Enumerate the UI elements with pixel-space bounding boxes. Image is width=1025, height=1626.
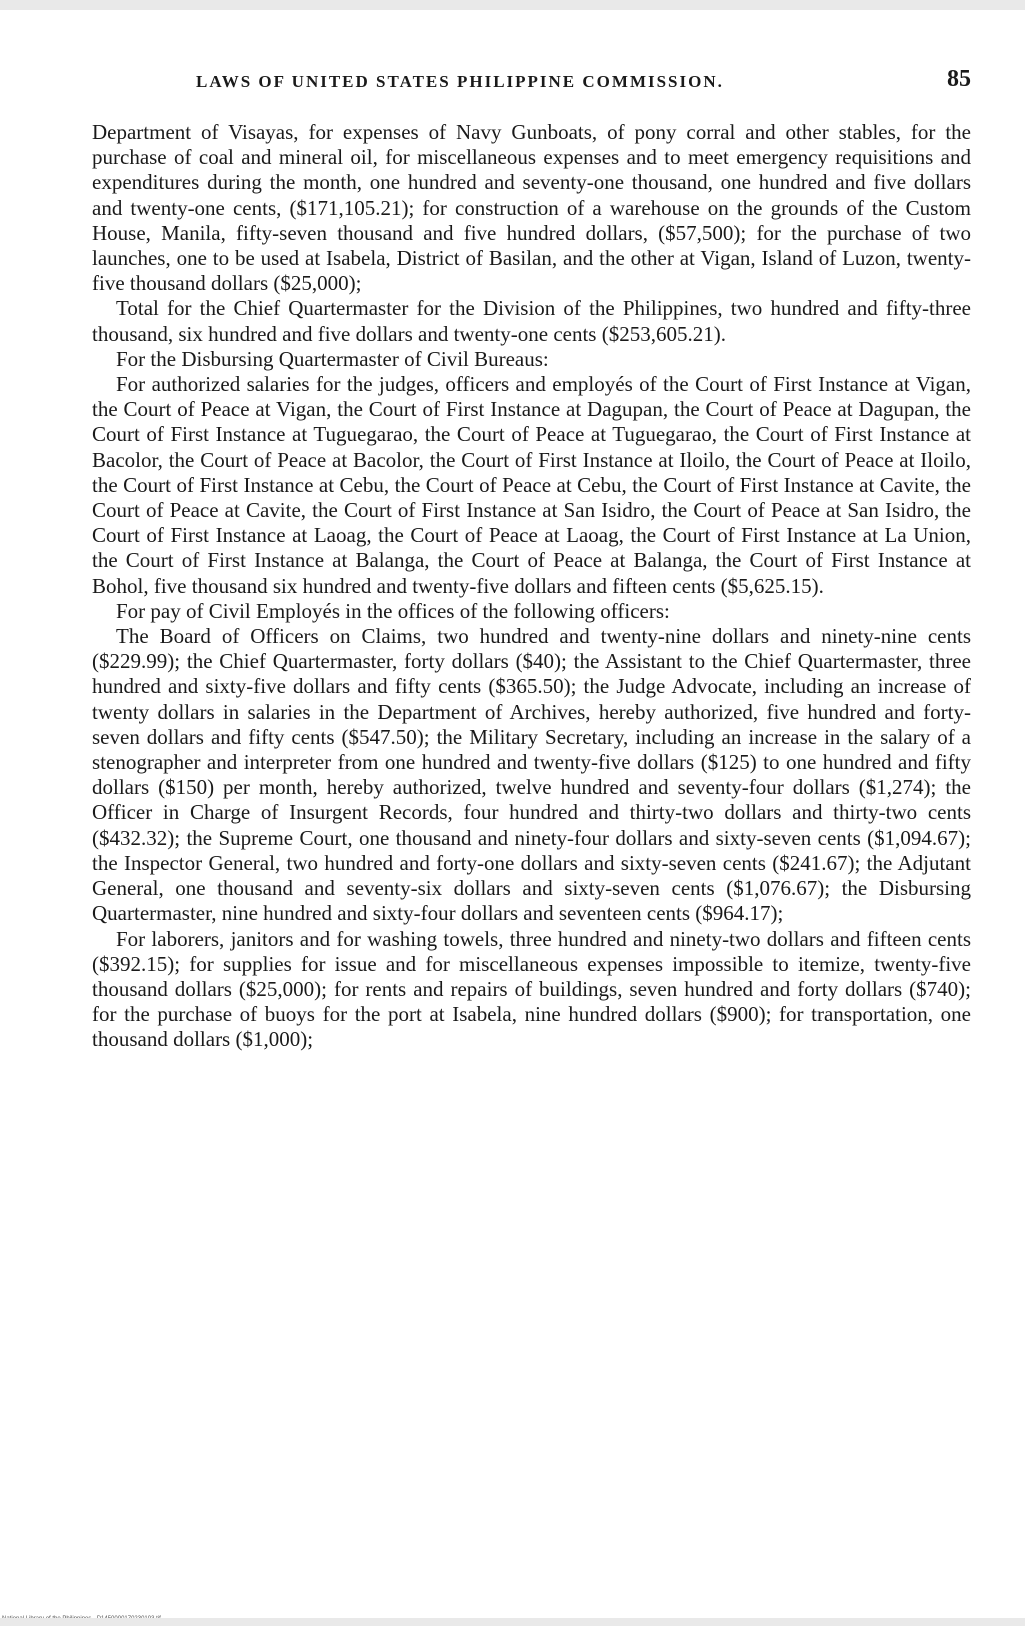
page-header — [196, 66, 971, 100]
paragraph: Department of Visayas, for expenses of Navy Gunboats, of pony corral and other stables, for the purchase of coal and mineral oil, for miscellaneous expenses and to meet emergency requisitions and expenditures during the month, one hundred and seventy-one thousand, one hundred and five dollars and twenty-one cents, ($171,105.21); for construction of a warehouse on the grounds of the Custom House, Manila, fifty-seven thousand and five hundred dollars, ($57,500); for the purchase of two launches, one to be used at Isabela, District of Basilan, and the other at Vigan, Island of Luzon, twenty-five thousand dollars ($25,000); — [92, 120, 971, 296]
page-number: 85 — [947, 66, 971, 92]
running-head: LAWS OF UNITED STATES PHILIPPINE COMMISSION. — [196, 72, 724, 91]
scan-edge-bottom — [0, 1618, 1025, 1626]
scan-edge-top — [0, 0, 1025, 10]
paragraph: For pay of Civil Employés in the offices of the following officers: — [116, 598, 670, 623]
paragraph: For laborers, janitors and for washing towels, three hundred and ninety-two dollars and fifteen cents ($392.15); for supplies for issue and for miscellaneous expenses impossible to itemize, twenty-five thousand dollars ($25,000); for rents and repairs of buildings, seven hundred and forty dollars ($740); for the purchase of buoys for the port at Isabela, nine hundred dollars ($900); for transportation, one thousand dollars ($1,000); — [92, 926, 971, 1052]
paragraph: The Board of Officers on Claims, two hundred and twenty-nine dollars and ninety-nine cents ($229.99); the Chief Quartermaster, forty dollars ($40); the Assistant to the Chief Quartermaster, three hundred and sixty-five dollars and fifty cents ($365.50); the Judge Advocate, including an increase of twenty dollars in salaries in the Department of Archives, hereby authorized, five hundred and forty-seven dollars and fifty cents ($547.50); the Military Secretary, including an increase in the salary of a stenographer and interpreter from one hundred and twenty-five dollars ($125) to one hundred and fifty dollars ($150) per month, hereby authorized, twelve hundred and seventy-four dollars ($1,274); the Officer in Charge of Insurgent Records, four hundred and thirty-two dollars and thirty-two cents ($432.32); the Supreme Court, one thousand and ninety-four dollars and sixty-seven cents ($1,094.67); the Inspector General, two hundred and forty-one dollars and sixty-seven cents ($241.67); the Adjutant General, one thousand and seventy-six dollars and sixty-seven cents ($1,076.67); the Disbursing Quartermaster, nine hundred and sixty-four dollars and seventeen cents ($964.17); — [92, 624, 971, 926]
body-text — [92, 120, 971, 1053]
paragraph: For the Disbursing Quartermaster of Civil Bureaus: — [116, 346, 549, 371]
paragraph: Total for the Chief Quartermaster for the Division of the Philippines, two hundred and fifty-three thousand, six hundred and five dollars and twenty-one cents ($253,605.21). — [92, 296, 971, 346]
paragraph: For authorized salaries for the judges, officers and employés of the Court of First Instance at Vigan, the Court of Peace at Vigan, the Court of First Instance at Dagupan, the Court of Peace at Dagupan, the Court of First Instance at Tuguegarao, the Court of Peace at Tuguegarao, the Court of First Instance at Bacolor, the Court of Peace at Bacolor, the Court of First Instance at Iloilo, the Court of Peace at Iloilo, the Court of First Instance at Cebu, the Court of Peace at Cebu, the Court of First Instance at Cavite, the Court of Peace at Cavite, the Court of First Instance at San Isidro, the Court of Peace at San Isidro, the Court of First Instance at Laoag, the Court of Peace at Laoag, the Court of First Instance at La Union, the Court of First Instance at Balanga, the Court of Peace at Balanga, the Court of First Instance at Bohol, five thousand six hundred and twenty-five dollars and fifteen cents ($5,625.15). — [92, 372, 971, 598]
